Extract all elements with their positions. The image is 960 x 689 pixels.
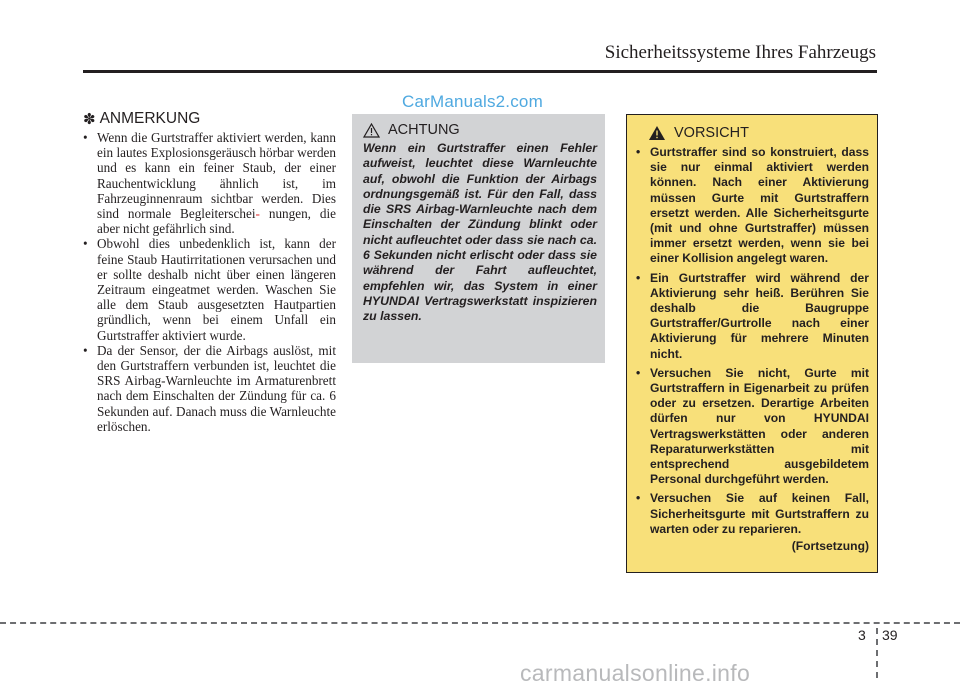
note-list <box>83 130 336 434</box>
note-item: • Da der Sensor, der die Airbags auslöst, mit den Gurtstraffern verbunden ist, leuchtet die SRS Airbag-Warnleuchte im Armaturenbrett nach dem Einschalten der Zündung für ca. 6 Sekunden auf. Danach muss die Warnleuchte erlöschen. <box>83 342 336 434</box>
page-header-title: Sicherheitssysteme Ihres Fahrzeugs <box>604 42 876 63</box>
note-section <box>83 110 336 434</box>
vorsicht-item: • Versuchen Sie nicht, Gurte mit Gurtstraffern in Eigenarbeit zu prüfen oder zu ersetzen. Derartige Arbeiten dürfen nur von HYUNDAI Vertragswerkstätten oder anderen Reparaturwerkstätten mit entsprechend ausgebildetem Personal durchgeführt werden. <box>636 365 869 487</box>
achtung-title <box>363 122 597 138</box>
warning-triangle-outline-icon <box>363 123 380 138</box>
vorsicht-box <box>626 114 878 573</box>
vorsicht-item: • Ein Gurtstraffer wird während der Aktivierung sehr heiß. Berühren Sie deshalb die Baugruppe Gurtstraffer/Gurtrolle nach einer Aktivierung für mehrere Minuten nicht. <box>636 270 869 361</box>
footer-dashed-divider <box>876 628 878 678</box>
achtung-box <box>352 114 605 363</box>
bullet: • <box>636 365 641 380</box>
bullet: • <box>636 270 641 285</box>
bullet: • <box>636 145 641 159</box>
note-heading-label: ANMERKUNG <box>99 110 201 127</box>
page-number: 39 <box>882 627 898 643</box>
warning-triangle-filled-icon <box>648 125 666 141</box>
bullet: • <box>83 236 88 252</box>
vorsicht-title <box>636 125 869 141</box>
chapter-number: 3 <box>858 627 866 643</box>
footer-dashed-rule <box>0 622 960 624</box>
bullet: • <box>83 342 88 358</box>
vorsicht-item: • Gurtstraffer sind so konstruiert, dass sie nur einmal aktiviert werden können. Nach einer Aktivierung müssen Gurte mit Gurtstraffern ersetzt werden. Alle Sicherheitsgurte (mit und ohne Gurtstraffer) müssen immer ersetzt werden, wenn sie bei einer Kollision angelegt waren. <box>636 145 869 266</box>
note-item: • Obwohl dies unbedenklich ist, kann der feine Staub Hautirritationen verursachen und er sollte deshalb nicht über einen längeren Zeitraum eingeatmet werden. Waschen Sie alle dem Staub ausgesetzten Hautpartien gründlich, wenn bei einem Unfall ein Gurtstraffer aktiviert wurde. <box>83 236 336 343</box>
continued-label: (Fortsetzung) <box>791 539 869 554</box>
achtung-text: Wenn ein Gurtstraffer einen Fehler aufweist, leuchtet diese Warnleuchte auf, obwohl die Funktion der Airbags ordnungsgemäß ist. Für den Fall, dass die SRS Airbag-Warnleuchte nach dem Einschalten der Zündung blinkt oder nicht aufleuchtet oder dass sie nach ca. 6 Sekunden nicht erlischt oder dass sie während der Fahrt aufleuchtet, empfehlen wir, das System in einer HYUNDAI Vertragswerkstatt inspizieren zu lassen. <box>363 141 597 324</box>
watermark-top: CarManuals2.com <box>402 92 543 111</box>
achtung-title-label: ACHTUNG <box>388 122 460 138</box>
note-heading <box>83 110 336 128</box>
star-note-icon: ✽ <box>83 111 96 128</box>
watermark-bottom: carmanualsonline.info <box>520 660 751 686</box>
note-item: • Wenn die Gurtstraffer aktiviert werden, kann ein lautes Explosionsgeräusch hörbar werden und es kann ein feiner Staub, der einer Rauchentwicklung ähnlich ist, im Fahrzeuginnenraum sichtbar werden. Dies sind normale Begleiterschei- nungen, die aber nicht gefährlich sind. <box>83 130 337 237</box>
bullet: • <box>636 491 641 506</box>
bullet: • <box>83 130 88 145</box>
vorsicht-list <box>636 145 869 537</box>
vorsicht-item: • Versuchen Sie auf keinen Fall, Sicherheitsgurte mit Gurtstraffern zu warten oder zu reparieren. <box>636 491 869 536</box>
header-rule <box>83 70 877 73</box>
vorsicht-title-label: VORSICHT <box>674 125 749 141</box>
hyphen-mark: - <box>255 206 260 222</box>
